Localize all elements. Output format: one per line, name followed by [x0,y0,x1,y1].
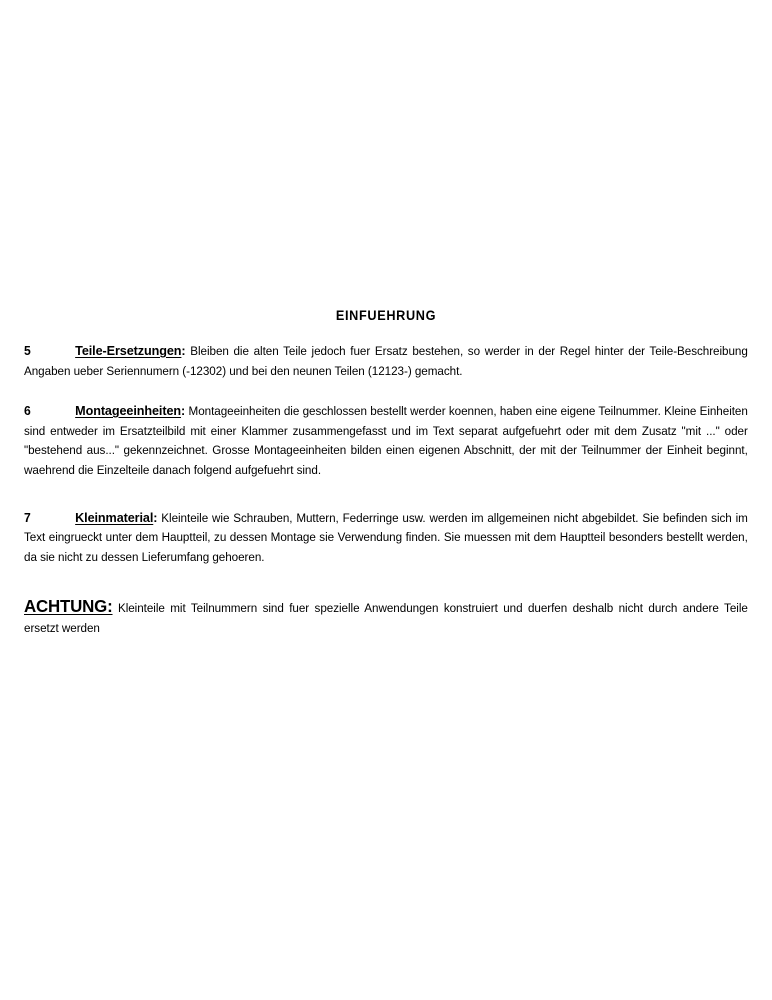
notice-block [24,597,748,638]
document-content [24,308,748,639]
section-6-heading-colon: : [181,403,186,419]
section-7-number: 7 [24,510,31,525]
notice-paragraph [24,597,748,638]
section-5 [24,341,748,381]
section-6 [24,401,748,480]
section-6-number: 6 [24,404,31,419]
notice-heading: ACHTUNG: [24,596,113,617]
section-7-body: Kleinteile wie Schrauben, Muttern, Federringe usw. werden im allgemeinen nicht abgebildet. Sie befinden sich im Text eingrueckt unter dem Hauptteil, zu dessen Montage sie Verwendung finden. Sie muessen mit dem Hauptteil besonders bestellt werden, da sie nicht zu dessen Lieferumfang gehoeren. [24,510,748,564]
section-6-heading: Montageeinheiten [75,403,182,419]
section-7 [24,508,748,568]
section-7-paragraph [24,508,748,568]
section-5-heading: Teile-Ersetzungen [75,343,182,358]
section-6-paragraph [24,401,748,480]
section-5-paragraph [24,341,748,381]
notice-body: Kleinteile mit Teilnummern sind fuer spezielle Anwendungen konstruiert und duerfen deshalb nicht durch andere Teile ersetzt werden [24,601,748,635]
page-title: EINFUEHRUNG [335,308,437,323]
section-5-heading-colon: : [181,343,186,358]
section-5-number: 5 [24,344,31,358]
section-7-heading-colon: : [153,509,158,525]
section-6-body: Montageeinheiten die geschlossen bestellt werder koennen, haben eine eigene Teilnummer. Kleine Einheiten sind entweder im Ersatzteilbild mit einer Klammer zusammengefasst und im Text separat aufgefuehrt oder mit dem Zusatz "mit ..." oder "bestehend aus..." gekennzeichnet. Grosse Montageeinheiten bilden einen eigenen Abschnitt, der mit der Teilnummer der Einheit beginnt, waehrend die Einzelteile danach folgend aufgefuehrt sind. [24,404,748,477]
section-7-heading: Kleinmaterial [75,509,154,525]
section-5-body: Bleiben die alten Teile jedoch fuer Ersatz bestehen, so werder in der Regel hinter der Teile-Beschreibung Angaben ueber Seriennumern (-12302) und bei den neunen Teilen (12123-) gemacht. [24,344,748,378]
